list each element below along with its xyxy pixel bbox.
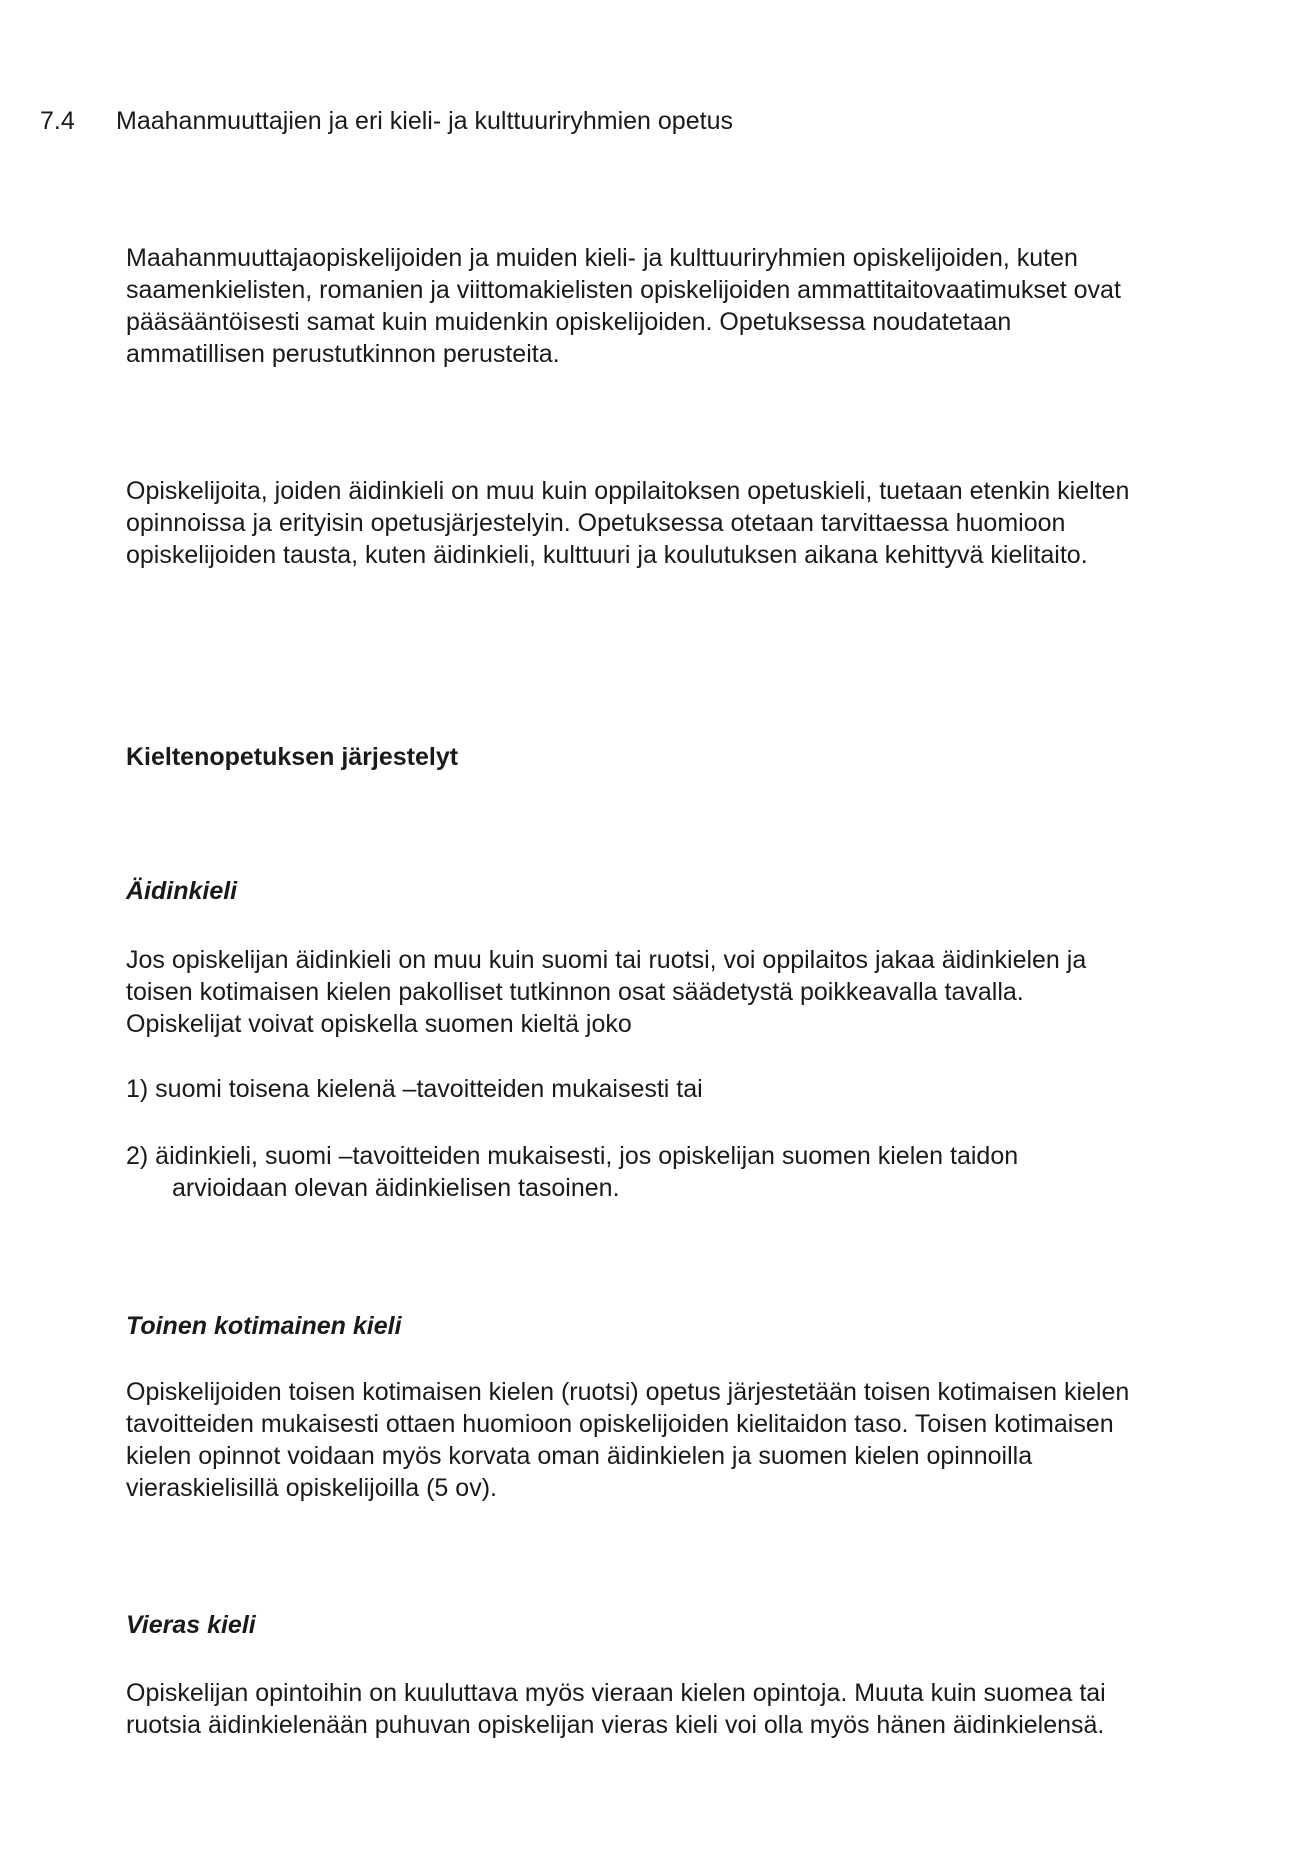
paragraph-line: Opiskelijan opintoihin on kuuluttava myös vieraan kielen opintoja. Muuta kuin suomea tai [126, 1679, 1106, 1707]
option-line: 1) suomi toisena kielenä –tavoitteiden mukaisesti tai [126, 1075, 703, 1103]
paragraph-line: Jos opiskelijan äidinkieli on muu kuin suomi tai ruotsi, voi oppilaitos jakaa äidinkielen ja [126, 946, 1087, 974]
option-item-2 [126, 1140, 1018, 1204]
mother-tongue-heading: Äidinkieli [126, 877, 238, 905]
paragraph-line: saamenkielisten, romanien ja viittomakielisten opiskelijoiden ammattitaitovaatimukset ovat [126, 276, 1121, 304]
second-domestic-heading: Toinen kotimainen kieli [126, 1312, 402, 1340]
intro-paragraph [126, 242, 1256, 370]
option-line: arvioidaan olevan äidinkielisen tasoinen. [172, 1174, 620, 1202]
second-domestic-paragraph [126, 1376, 1256, 1504]
foreign-language-paragraph [126, 1677, 1256, 1741]
paragraph-line: kielen opinnot voidaan myös korvata oman äidinkielen ja suomen kielen opinnoilla [126, 1442, 1033, 1470]
section-number: 7.4 [40, 107, 75, 135]
mother-tongue-paragraph [126, 944, 1256, 1040]
section-heading [40, 106, 733, 136]
paragraph-line: pääsääntöisesti samat kuin muidenkin opiskelijoiden. Opetuksessa noudatetaan [126, 308, 1012, 336]
paragraph-line: opinnoissa ja erityisin opetusjärjestelyin. Opetuksessa otetaan tarvittaessa huomioon [126, 509, 1066, 537]
paragraph-line: tavoitteiden mukaisesti ottaen huomioon opiskelijoiden kielitaidon taso. Toisen kotimaisen [126, 1410, 1114, 1438]
section-title: Maahanmuuttajien ja eri kieli- ja kulttuuriryhmien opetus [116, 107, 733, 135]
paragraph-line: Opiskelijoita, joiden äidinkieli on muu kuin oppilaitoksen opetuskieli, tuetaan etenkin kielten [126, 477, 1130, 505]
option-line: 2) äidinkieli, suomi –tavoitteiden mukaisesti, jos opiskelijan suomen kielen taidon [126, 1142, 1019, 1170]
paragraph-line: ruotsia äidinkielenään puhuvan opiskelijan vieras kieli voi olla myös hänen äidinkielensä. [126, 1711, 1105, 1739]
paragraph-line: vieraskielisillä opiskelijoilla (5 ov). [126, 1474, 497, 1502]
language-arrangements-heading: Kieltenopetuksen järjestelyt [126, 743, 459, 771]
foreign-language-heading: Vieras kieli [126, 1611, 256, 1639]
paragraph-line: opiskelijoiden tausta, kuten äidinkieli, kulttuuri ja koulutuksen aikana kehittyvä kielitaito. [126, 541, 1088, 569]
paragraph-line: Maahanmuuttajaopiskelijoiden ja muiden kieli- ja kulttuuriryhmien opiskelijoiden, kuten [126, 244, 1078, 272]
paragraph-line: Opiskelijoiden toisen kotimaisen kielen (ruotsi) opetus järjestetään toisen kotimaisen kielen [126, 1378, 1130, 1406]
paragraph-line: Opiskelijat voivat opiskella suomen kieltä joko [126, 1010, 632, 1038]
support-paragraph [126, 475, 1256, 571]
paragraph-line: ammatillisen perustutkinnon perusteita. [126, 340, 560, 368]
paragraph-line: toisen kotimaisen kielen pakolliset tutkinnon osat säädetystä poikkeavalla tavalla. [126, 978, 1024, 1006]
option-item-1 [126, 1073, 703, 1105]
